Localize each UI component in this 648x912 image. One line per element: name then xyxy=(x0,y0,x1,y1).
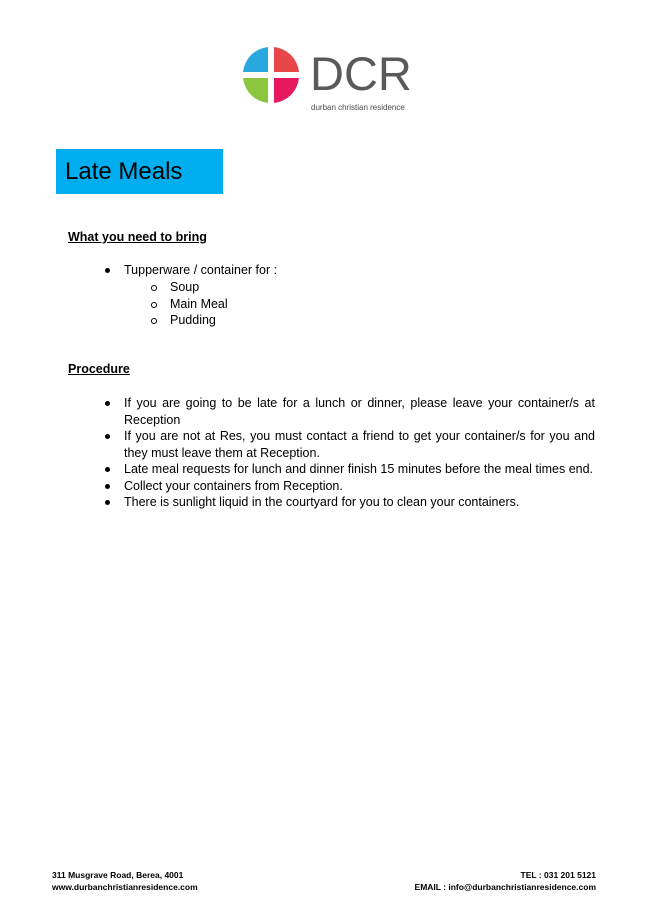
list-item xyxy=(124,428,595,461)
subitem-text: Pudding xyxy=(170,313,216,327)
circle-bullet-icon xyxy=(151,302,157,308)
logo-red-quadrant xyxy=(274,47,299,72)
bullet-icon xyxy=(105,401,110,406)
footer-website-link[interactable]: www.durbanchristianresidence.com xyxy=(52,882,198,892)
bullet-icon xyxy=(105,268,110,273)
circle-bullet-icon xyxy=(151,318,157,324)
list-item xyxy=(170,279,470,296)
footer-address: 311 Musgrave Road, Berea, 4001 xyxy=(52,870,184,880)
logo-letters: DCR xyxy=(310,47,412,100)
dcr-logo xyxy=(243,47,433,112)
page-title-banner xyxy=(56,149,223,194)
list-item xyxy=(124,478,595,495)
dcr-cross-logo-icon xyxy=(243,47,299,103)
list-item xyxy=(170,296,470,313)
footer-contact-right xyxy=(415,869,596,893)
procedure-heading: Procedure xyxy=(68,362,130,376)
list-item xyxy=(124,494,595,511)
bullet-icon xyxy=(105,467,110,472)
bring-list xyxy=(124,262,594,279)
list-item xyxy=(170,312,470,329)
procedure-item-text: If you are not at Res, you must contact a friend to get your container/s for you and they must leave them at Reception. xyxy=(124,429,595,460)
subitem-text: Main Meal xyxy=(170,296,228,311)
footer-email-link[interactable]: EMAIL : info@durbanchristianresidence.com xyxy=(414,882,596,892)
bring-sublist xyxy=(170,279,470,329)
list-item xyxy=(124,461,595,478)
logo-pink-quadrant xyxy=(274,78,299,103)
list-item xyxy=(124,262,594,279)
footer-telephone: TEL : 031 201 5121 xyxy=(520,870,596,880)
logo-green-quadrant xyxy=(243,78,268,103)
procedure-item-text: Late meal requests for lunch and dinner finish 15 minutes before the meal times end. xyxy=(124,462,594,476)
bullet-icon xyxy=(105,484,110,489)
circle-bullet-icon xyxy=(151,285,157,291)
procedure-list xyxy=(124,395,595,511)
list-item xyxy=(124,395,595,428)
bring-item-text: Tupperware / container for : xyxy=(124,263,278,277)
procedure-item-text: If you are going to be late for a lunch or dinner, please leave your container/s at Reception xyxy=(124,396,595,427)
procedure-item-text: There is sunlight liquid in the courtyard for you to clean your containers. xyxy=(124,495,520,509)
bring-heading: What you need to bring xyxy=(68,230,207,244)
subitem-text: Soup xyxy=(170,280,200,294)
logo-subtitle: durban christian residence xyxy=(311,103,405,112)
footer-contact-left xyxy=(52,869,198,893)
logo-blue-quadrant xyxy=(243,47,268,72)
procedure-item-text: Collect your containers from Reception. xyxy=(124,478,343,493)
bullet-icon xyxy=(105,434,110,439)
bullet-icon xyxy=(105,500,110,505)
page-title: Late Meals xyxy=(65,158,183,185)
